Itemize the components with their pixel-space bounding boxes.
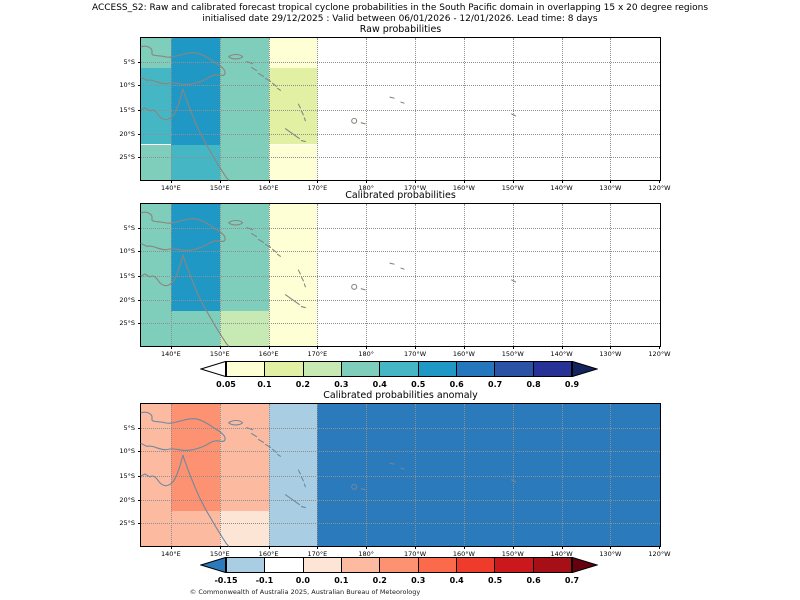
x-tick-mark	[659, 546, 660, 549]
colorbar-segment	[494, 362, 532, 376]
colorbar-segment	[533, 362, 571, 376]
colorbar-segment	[418, 362, 456, 376]
x-tick-mark	[171, 346, 172, 349]
x-tick-label: 150°E	[209, 550, 230, 558]
x-tick-mark	[269, 180, 270, 183]
colorbar-body	[226, 557, 572, 573]
x-tick-label: 160°E	[258, 350, 279, 358]
y-tick-label: 10°S	[119, 81, 135, 90]
panel-title-raw: Raw probabilities	[359, 24, 442, 35]
x-tick-label: 140°E	[161, 350, 181, 358]
panel-title-calibrated: Calibrated probabilities	[345, 190, 456, 201]
x-tick-label: 140°E	[161, 184, 181, 192]
colorbar-tick-label: -0.1	[255, 576, 274, 585]
x-tick-label: 160°W	[452, 184, 475, 192]
colorbar-segment	[379, 558, 417, 572]
x-tick-label: 130°W	[599, 550, 622, 558]
y-tick-mark	[138, 323, 141, 324]
x-tick-label: 160°E	[258, 550, 279, 558]
colorbar-segment	[227, 558, 264, 572]
y-tick-mark	[138, 157, 141, 158]
y-tick-mark	[138, 451, 141, 452]
colorbar-tick-label: 0.4	[372, 380, 387, 389]
x-tick-label: 140°W	[550, 350, 573, 358]
y-tick-mark	[138, 228, 141, 229]
y-tick-label: 25°S	[119, 519, 135, 528]
x-tick-mark	[269, 346, 270, 349]
colorbar-body	[226, 361, 572, 377]
colorbar-tick-label: 0.0	[295, 576, 310, 585]
x-tick-label: 120°W	[648, 184, 671, 192]
colorbar-segment	[494, 558, 532, 572]
colorbar-tick-label: 0.2	[372, 576, 387, 585]
x-tick-mark	[415, 346, 416, 349]
colorbar-segment	[341, 362, 379, 376]
colorbar-underflow-arrow	[200, 361, 226, 377]
x-tick-label: 170°E	[307, 550, 328, 558]
x-tick-label: 140°W	[550, 184, 573, 192]
x-tick-mark	[513, 546, 514, 549]
colorbar-tick-label: 0.5	[411, 380, 426, 389]
x-tick-label: 140°E	[161, 550, 181, 558]
x-tick-label: 120°W	[648, 350, 671, 358]
x-tick-mark	[220, 546, 221, 549]
y-tick-mark	[138, 134, 141, 135]
x-tick-mark	[415, 180, 416, 183]
colorbar-tick-label: 0.2	[295, 380, 310, 389]
x-tick-mark	[464, 546, 465, 549]
y-tick-mark	[138, 523, 141, 524]
x-tick-mark	[317, 180, 318, 183]
x-tick-label: 170°W	[404, 550, 427, 558]
y-tick-label: 25°S	[119, 319, 135, 328]
x-tick-mark	[562, 346, 563, 349]
calibrated-probabilities-map	[119, 203, 671, 358]
colorbar-tick-label: 0.9	[564, 380, 580, 389]
copyright-text: © Commonwealth of Australia 2025, Australian Bureau of Meteorology	[189, 588, 421, 596]
y-tick-label: 20°S	[119, 295, 135, 304]
colorbar-segment	[379, 362, 417, 376]
colorbar-tick-label: 0.4	[449, 576, 464, 585]
x-tick-label: 170°E	[307, 350, 328, 358]
x-tick-label: 160°E	[258, 184, 279, 192]
colorbar-tick-label: 0.7	[564, 576, 580, 585]
x-tick-label: 180°	[358, 184, 375, 192]
x-tick-mark	[220, 346, 221, 349]
y-tick-label: 15°S	[119, 271, 135, 280]
x-tick-mark	[562, 180, 563, 183]
x-tick-mark	[415, 546, 416, 549]
colorbar-tick-label: 0.1	[257, 380, 272, 389]
y-tick-label: 5°S	[123, 223, 135, 232]
y-tick-label: 5°S	[123, 423, 135, 432]
y-tick-label: 20°S	[119, 129, 135, 138]
x-tick-mark	[366, 180, 367, 183]
colorbar-overflow-arrow	[572, 557, 598, 573]
colorbar-segment	[264, 558, 302, 572]
x-tick-mark	[171, 546, 172, 549]
y-tick-mark	[138, 62, 141, 63]
x-tick-mark	[317, 546, 318, 549]
colorbar-segment	[456, 558, 494, 572]
figure-title-line-1: ACCESS_S2: Raw and calibrated forecast tropical cyclone probabilities in the South Pacific domain in overlapping 15 x 20 degree regions	[91, 3, 709, 13]
probability-colorbar	[200, 361, 598, 389]
x-tick-label: 150°E	[209, 184, 230, 192]
y-tick-mark	[138, 251, 141, 252]
x-tick-label: 130°W	[599, 184, 622, 192]
x-tick-label: 150°W	[501, 550, 524, 558]
y-tick-mark	[138, 300, 141, 301]
coastline-layer	[141, 404, 660, 546]
x-tick-label: 130°W	[599, 350, 622, 358]
x-tick-mark	[610, 346, 611, 349]
coastline-layer	[141, 204, 660, 346]
x-tick-label: 120°W	[648, 550, 671, 558]
colorbar-segment	[303, 558, 341, 572]
x-tick-label: 170°W	[404, 184, 427, 192]
y-tick-label: 10°S	[119, 247, 135, 256]
y-tick-label: 15°S	[119, 471, 135, 480]
colorbar-tick-label: 0.05	[216, 380, 236, 389]
calibrated-probabilities-anomaly-map	[119, 403, 671, 558]
colorbar-underflow-arrow	[200, 557, 226, 573]
coastline-layer	[141, 38, 660, 180]
x-tick-mark	[659, 180, 660, 183]
x-tick-label: 160°W	[452, 550, 475, 558]
colorbar-segment	[227, 362, 264, 376]
colorbar-tick-label: 0.1	[334, 576, 349, 585]
y-tick-mark	[138, 85, 141, 86]
colorbar-segment	[303, 362, 341, 376]
x-tick-label: 140°W	[550, 550, 573, 558]
x-tick-label: 160°W	[452, 350, 475, 358]
y-tick-mark	[138, 428, 141, 429]
x-tick-label: 150°E	[209, 350, 230, 358]
x-tick-mark	[464, 180, 465, 183]
x-tick-label: 150°W	[501, 350, 524, 358]
x-tick-mark	[366, 546, 367, 549]
y-tick-mark	[138, 276, 141, 277]
raw-probabilities-map	[119, 37, 671, 192]
colorbar-segment	[533, 558, 571, 572]
x-tick-mark	[220, 180, 221, 183]
x-tick-mark	[659, 346, 660, 349]
x-tick-mark	[171, 180, 172, 183]
y-tick-label: 15°S	[119, 105, 135, 114]
colorbar-tick-label: 0.8	[526, 380, 541, 389]
x-tick-mark	[610, 180, 611, 183]
y-tick-label: 10°S	[119, 447, 135, 456]
x-tick-mark	[513, 180, 514, 183]
colorbar-segment	[264, 362, 302, 376]
panel-title-anomaly: Calibrated probabilities anomaly	[323, 390, 478, 401]
colorbar-overflow-arrow	[572, 361, 598, 377]
colorbar-tick-label: 0.3	[334, 380, 349, 389]
colorbar-tick-label: 0.3	[411, 576, 426, 585]
x-tick-label: 170°E	[307, 184, 328, 192]
x-tick-mark	[317, 346, 318, 349]
colorbar-segment	[456, 362, 494, 376]
figure-title-line-2: initialised date 29/12/2025 : Valid between 06/01/2026 - 12/01/2026. Lead time: 8 days	[202, 14, 598, 24]
figure-header	[0, 3, 800, 25]
colorbar-tick-label: -0.15	[214, 576, 238, 585]
colorbar-tick-label: 0.6	[526, 576, 541, 585]
x-tick-mark	[366, 346, 367, 349]
x-tick-mark	[562, 546, 563, 549]
y-tick-label: 5°S	[123, 57, 135, 66]
colorbar-tick-label: 0.7	[488, 380, 503, 389]
y-tick-mark	[138, 500, 141, 501]
x-tick-mark	[464, 346, 465, 349]
y-tick-mark	[138, 476, 141, 477]
colorbar-segment	[341, 558, 379, 572]
y-tick-label: 25°S	[119, 153, 135, 162]
anomaly-colorbar	[200, 557, 598, 585]
x-tick-label: 180°	[358, 550, 375, 558]
x-tick-label: 180°	[358, 350, 375, 358]
x-tick-mark	[513, 346, 514, 349]
x-tick-mark	[269, 546, 270, 549]
x-tick-label: 170°W	[404, 350, 427, 358]
y-tick-label: 20°S	[119, 495, 135, 504]
colorbar-segment	[418, 558, 456, 572]
colorbar-tick-label: 0.6	[449, 380, 464, 389]
x-tick-label: 150°W	[501, 184, 524, 192]
y-tick-mark	[138, 110, 141, 111]
x-tick-mark	[610, 546, 611, 549]
colorbar-tick-label: 0.5	[488, 576, 503, 585]
